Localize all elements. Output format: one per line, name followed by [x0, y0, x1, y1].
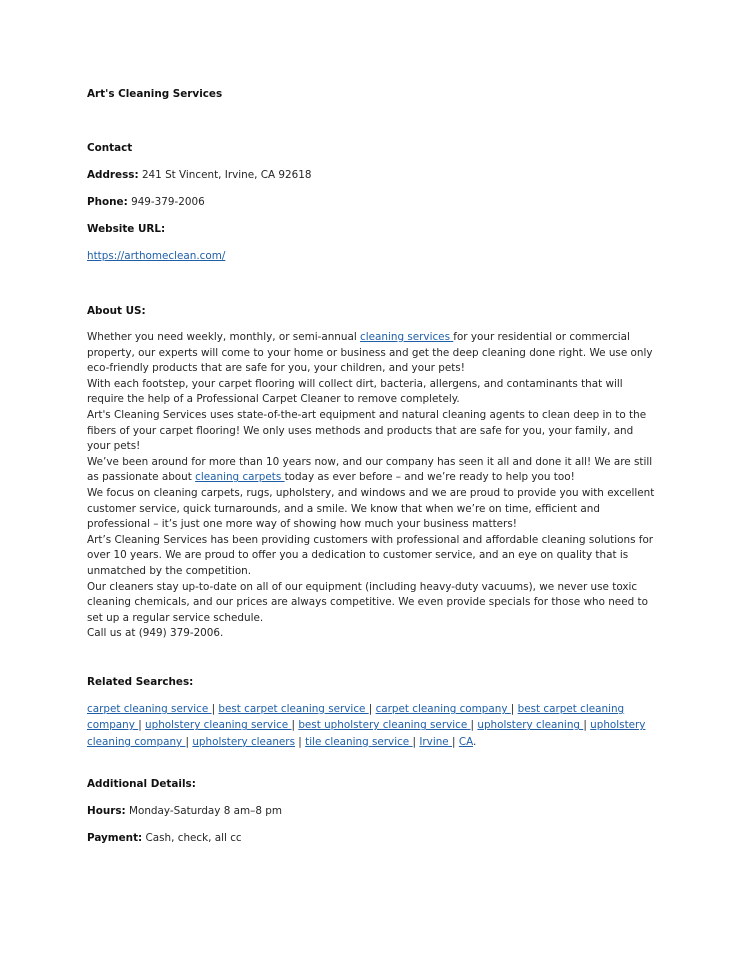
related-link[interactable]: carpet cleaning company — [375, 703, 511, 715]
related-link[interactable]: carpet cleaning service — [87, 703, 212, 715]
hours-label: Hours: — [87, 805, 126, 817]
hours-line — [87, 804, 282, 818]
about-paragraph-4 — [87, 455, 659, 486]
business-name: Art's Cleaning Services — [87, 88, 223, 100]
cleaning-services-link[interactable]: cleaning services — [360, 331, 454, 343]
related-separator: | — [452, 735, 456, 748]
phone-value: 949-379-2006 — [131, 196, 205, 208]
related-separator: | — [138, 719, 142, 732]
phone-label: Phone: — [87, 196, 128, 208]
related-link[interactable]: upholstery cleaners — [192, 735, 295, 748]
about-paragraph-7: Our cleaners stay up-to-date on all of our equipment (including heavy-duty vacuums), we never use toxic cleaning chemicals, and our prices are always competitive. We even provide specials for those who need to set up a regular service schedule. — [87, 580, 648, 624]
about-paragraph-1 — [87, 330, 659, 377]
about-paragraph-8: Call us at (949) 379-2006. — [87, 627, 224, 640]
related-heading: Related Searches: — [87, 676, 194, 688]
related-separator: | — [298, 735, 302, 748]
related-separator: | — [368, 703, 373, 715]
about-paragraph-2: With each footstep, your carpet flooring will collect dirt, bacteria, allergens, and contaminants that will require the help of a Professional Carpet Cleaner to remove completely. — [87, 377, 623, 406]
about-p4-text: We’ve been around for more than 10 years now, and our company has seen it all and done it all! We are still as passionate about — [87, 455, 653, 484]
related-separator: | — [470, 719, 475, 732]
contact-heading: Contact — [87, 142, 133, 154]
about-p4-text-end: today as ever before – and we’re ready to help you too! — [284, 471, 575, 484]
related-link[interactable]: upholstery cleaning — [477, 719, 584, 732]
about-heading: About US: — [87, 305, 146, 317]
related-link[interactable]: CA — [458, 735, 474, 748]
related-link[interactable]: best upholstery cleaning service — [298, 719, 471, 732]
related-link[interactable]: upholstery cleaning company — [87, 719, 646, 748]
address-label: Address: — [87, 169, 139, 181]
related-separator: | — [510, 703, 515, 715]
related-link[interactable]: best carpet cleaning company — [87, 703, 625, 732]
about-paragraph-6: Art’s Cleaning Services has been providing customers with professional and affordable cleaning solutions for over 10 years. We are proud to offer you a dedication to customer service, and an eye on quality that is unmatched by the competition. — [87, 533, 654, 577]
payment-line — [87, 831, 242, 845]
about-p1-text-end: for your residential or commercial property, our experts will come to your home or business and get the deep cleaning done right. We use only eco-friendly products that are safe for you, your children, and your pets! — [87, 331, 653, 375]
about-p1-text: Whether you need weekly, monthly, or semi-annual — [87, 331, 361, 343]
website-line — [87, 249, 225, 263]
cleaning-carpets-link[interactable]: cleaning carpets — [195, 471, 285, 484]
website-label: Website URL: — [87, 223, 166, 235]
about-paragraph-5: We focus on cleaning carpets, rugs, upholstery, and windows and we are proud to provide you with excellent customer service, quick turnarounds, and a smile. We know that when we’re on time, efficient and professional – it’s just one more way of showing how much your business matters! — [87, 486, 655, 531]
payment-value: Cash, check, all cc — [145, 832, 242, 844]
related-end: . — [473, 735, 477, 748]
related-separator: | — [412, 735, 417, 748]
about-paragraph-3: Art's Cleaning Services uses state-of-the-art equipment and natural cleaning agents to clean deep in to the fibers of your carpet flooring! We only uses methods and products that are safe for you, your family, and your pets! — [87, 408, 647, 453]
details-heading: Additional Details: — [87, 778, 196, 790]
related-separator: | — [583, 719, 587, 732]
address-value: 241 St Vincent, Irvine, CA 92618 — [141, 169, 312, 181]
related-link[interactable]: best carpet cleaning service — [218, 703, 369, 715]
related-link[interactable]: tile cleaning service — [305, 735, 413, 748]
related-separator: | — [185, 735, 190, 748]
hours-value: Monday-Saturday 8 am–8 pm — [129, 805, 282, 817]
related-separator: | — [291, 719, 295, 732]
payment-label: Payment: — [87, 832, 143, 844]
address-line — [87, 168, 311, 182]
website-link[interactable]: https://arthomeclean.com/ — [87, 250, 226, 262]
related-separator: | — [211, 703, 216, 715]
related-link[interactable]: upholstery cleaning service — [145, 719, 292, 732]
related-searches — [87, 701, 659, 750]
phone-line — [87, 195, 205, 209]
about-body — [87, 330, 659, 642]
related-link[interactable]: Irvine — [419, 735, 452, 748]
